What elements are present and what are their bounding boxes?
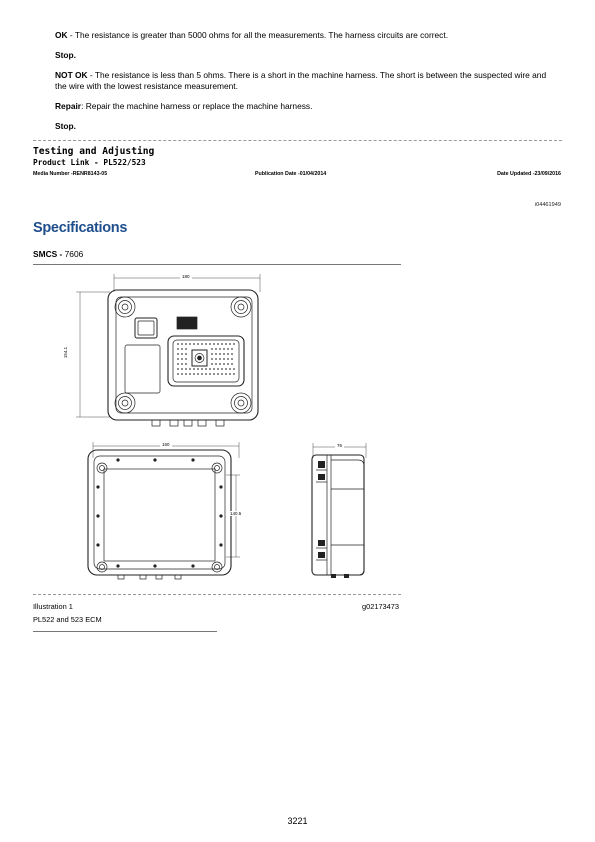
ok-text: - The resistance is greater than 5000 ohms for all the measurements. The harness circuits are correct. [67,30,449,40]
smcs-label: SMCS - [33,249,65,259]
page-number: 3221 [287,816,308,826]
ok-label: OK [55,30,68,40]
dim-bottom-height: 140.5 [230,511,242,516]
illustration-divider [33,594,401,595]
illustration-code: g02173473 [362,602,399,611]
illustration-caption: PL522 and 523 ECM [33,615,102,624]
dim-top-width: 180 [182,274,190,279]
page-title: Specifications [33,220,128,236]
stop-label: Stop. [55,50,76,60]
repair-text: : Repair the machine harness or replace the machine harness. [81,101,313,111]
doc-id: i04461949 [534,202,561,208]
product-link: Product Link - PL522/523 [33,158,146,167]
date-updated: Date Updated -23/09/2016 [497,171,561,177]
media-number: Media Number -RENR8143-05 [33,171,108,177]
dim-left-height: 154.1 [63,346,69,359]
not-ok-label: NOT OK [55,70,88,80]
illustration-label: Illustration 1 [33,602,73,611]
smcs-code: 7606 [64,249,84,259]
not-ok-text: - The resistance is less than 5 ohms. There is a short in the machine harness. The short is between the suspected wire and the wire with the lowest resistance measurement. [55,70,547,91]
section-heading: Testing and Adjusting [33,146,155,157]
dim-side-width: 76 [337,443,343,448]
caption-rule [33,631,217,632]
repair-label: Repair [55,101,82,111]
stop-label-2: Stop. [55,121,76,131]
dim-bottom-width: 160 [162,442,170,447]
publication-date: Publication Date -01/04/2014 [255,171,327,177]
